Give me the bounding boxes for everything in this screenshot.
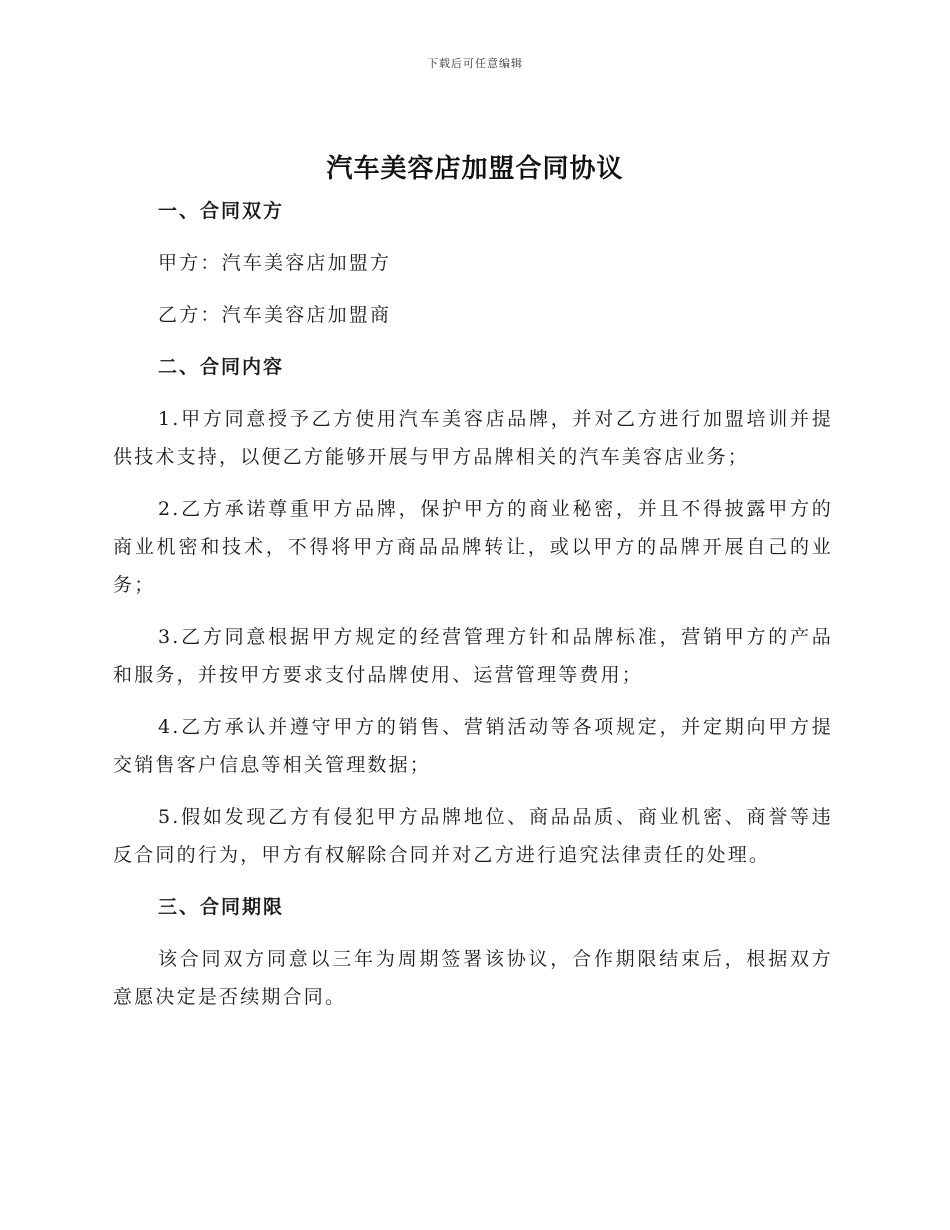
- party-b-line: 乙方：汽车美容店加盟商: [158, 304, 392, 326]
- contract-clause: 1.甲方同意授予乙方使用汽车美容店品牌，并对乙方进行加盟培训并提供技术支持，以便乙方能够开展与甲方品牌相关的汽车美容店业务；: [113, 408, 833, 468]
- section-heading-parties: 一、合同双方: [158, 200, 285, 222]
- section-heading-term: 三、合同期限: [158, 896, 285, 918]
- contract-clause: 3.乙方同意根据甲方规定的经营管理方针和品牌标准，营销甲方的产品和服务，并按甲方要求支付品牌使用、运营管理等费用；: [113, 626, 833, 686]
- contract-term-text: 该合同双方同意以三年为周期签署该协议，合作期限结束后，根据双方意愿决定是否续期合同。: [113, 948, 833, 1008]
- contract-clause: 5.假如发现乙方有侵犯甲方品牌地位、商品品质、商业机密、商誉等违反合同的行为，甲方有权解除合同并对乙方进行追究法律责任的处理。: [113, 806, 833, 866]
- section-heading-content: 二、合同内容: [158, 356, 285, 378]
- page-header-note: 下载后可任意编辑: [427, 57, 523, 70]
- party-a-line: 甲方：汽车美容店加盟方: [158, 252, 392, 274]
- document-body: [113, 192, 833, 1030]
- contract-clause: 4.乙方承认并遵守甲方的销售、营销活动等各项规定，并定期向甲方提交销售客户信息等相关管理数据；: [113, 716, 833, 776]
- contract-clause: 2.乙方承诺尊重甲方品牌，保护甲方的商业秘密，并且不得披露甲方的商业机密和技术，不得将甲方商品品牌转让，或以甲方的品牌开展自己的业务；: [113, 498, 833, 596]
- document-title: 汽车美容店加盟合同协议: [326, 154, 624, 184]
